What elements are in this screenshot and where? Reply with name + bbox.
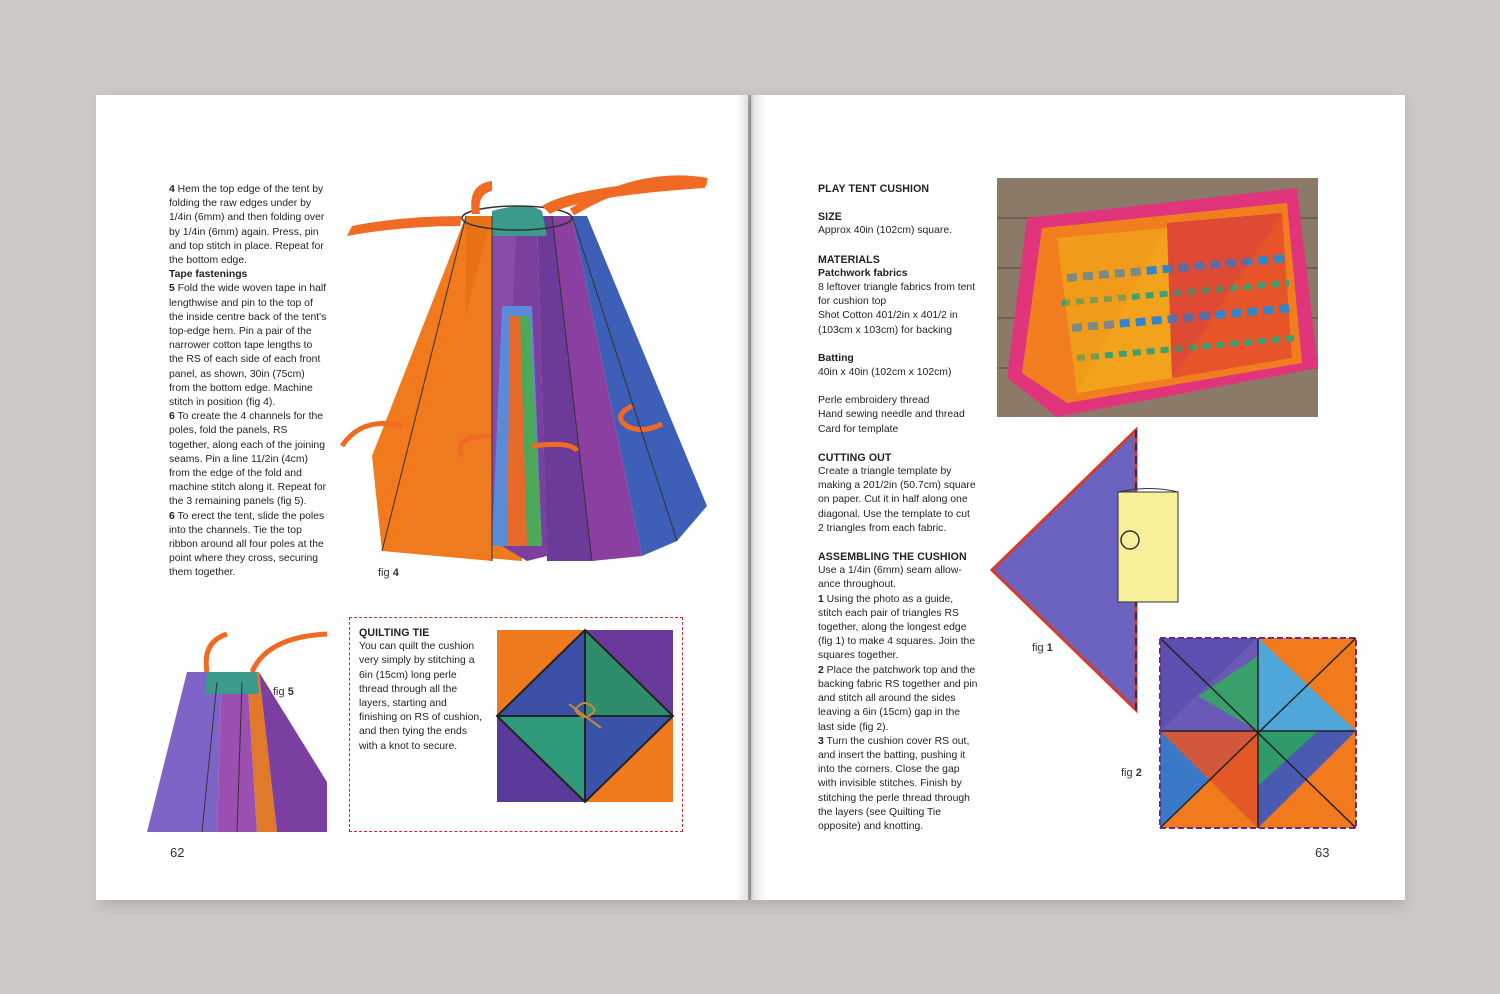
batting-heading: Batting [818, 352, 854, 364]
step-4: 4 Hem the top edge of the tent by folding the raw edges under by 1/4in (6mm) and then folding over by 1/4in (6mm) again. Press, pin and top stitch in place. Repeat for the bottom edge. [169, 184, 325, 267]
step-5: 5 Fold the wide woven tape in half lengthwise and pin to the top of the inside centre back of the tent's top-edge hem. Pin a pair of the narrower cotton tape lengths to the RS of each side of each front panel, as shown, 30in (75cm) from the bottom edge. Machine stitch in position (fig 4). [169, 283, 327, 409]
material-perle: Perle embroidery thread [818, 395, 930, 407]
size-heading: SIZE [818, 211, 842, 224]
cushion-title: PLAY TENT CUSHION [818, 183, 930, 195]
batting-text: 40in x 40in (102cm x 102cm) [818, 367, 952, 379]
patchwork-line-2: Shot Cotton 401/2in x 401/2 in (103cm x 103cm) for backing [818, 310, 958, 336]
material-card: Card for template [818, 423, 899, 435]
quilting-tie-illustration [497, 630, 673, 802]
fig1-label: fig 1 [1032, 642, 1053, 654]
cushion-photo [997, 178, 1318, 417]
fig4-tent-illustration [342, 176, 708, 566]
step-6-erect: 6 To erect the tent, slide the poles into the channels. Tie the top ribbon around all four poles at the point where they cross, securing them together. [169, 510, 325, 579]
quilting-tie-text [359, 626, 487, 754]
quilting-tie-title: QUILTING TIE [359, 627, 430, 639]
materials-heading: MATERIALS [818, 253, 880, 266]
fig1-illustration [990, 430, 1180, 710]
quilting-tie-body: You can quilt the cushion very simply by stitching a 6in (15cm) long perle thread through all the layers, starting and finishing on RS of cushion, and then tying the ends with a knot to secure. [359, 641, 483, 752]
fig4-label: fig 4 [378, 567, 399, 579]
assembling-step-2: 2 Place the patchwork top and the backing fabric RS together and pin and stitch all around the sides leaving a 6in (15cm) gap in the last side (fig 2). [818, 664, 978, 733]
right-instructions [818, 182, 978, 834]
assembling-step-3: 3 Turn the cushion cover RS out, and insert the batting, pushing it into the corners. Close the gap with invisible stitches. Finish by stitching the perle thread through the layers (see Quilting Tie opposite) and knotting. [818, 735, 970, 832]
book-gutter [736, 95, 766, 900]
step-6-channels: 6 To create the 4 channels for the poles, fold the panels, RS together, along each of the joining seams. Pin a line 11/2in (4cm) from the edge of the fold and machine stitch along it. Repeat for the 3 remaining panels (fig 5). [169, 411, 327, 508]
left-page-number: 62 [170, 845, 185, 860]
fig5-tent-illustration [147, 632, 327, 832]
fig5-label: fig 5 [273, 686, 294, 698]
left-instructions [169, 183, 327, 581]
patchwork-heading: Patchwork fabrics [818, 267, 908, 279]
patchwork-line-1: 8 leftover triangle fabrics from tent for cushion top [818, 282, 976, 308]
fig2-label: fig 2 [1121, 767, 1142, 779]
assembling-heading: ASSEMBLING THE CUSHION [818, 551, 967, 564]
tape-fastenings-heading: Tape fastenings [169, 269, 248, 281]
right-page-number: 63 [1315, 845, 1330, 860]
cutting-text: Create a triangle template by making a 201/2in (50.7cm) square on paper. Cut it in half along one diagonal. Use the template to cut 2 triangles from each fabric. [818, 466, 976, 534]
material-needle: Hand sewing needle and thread [818, 409, 965, 421]
cutting-heading: CUTTING OUT [818, 451, 892, 464]
fig2-illustration [1158, 636, 1358, 830]
assembling-step-1: 1 Using the photo as a guide, stitch each pair of triangles RS together, along the longest edge (fig 1) to make 4 squares. Join the squares together. [818, 593, 976, 662]
size-text: Approx 40in (102cm) square. [818, 225, 952, 237]
assembling-intro: Use a 1/4in (6mm) seam allow-ance throughout. [818, 565, 962, 591]
